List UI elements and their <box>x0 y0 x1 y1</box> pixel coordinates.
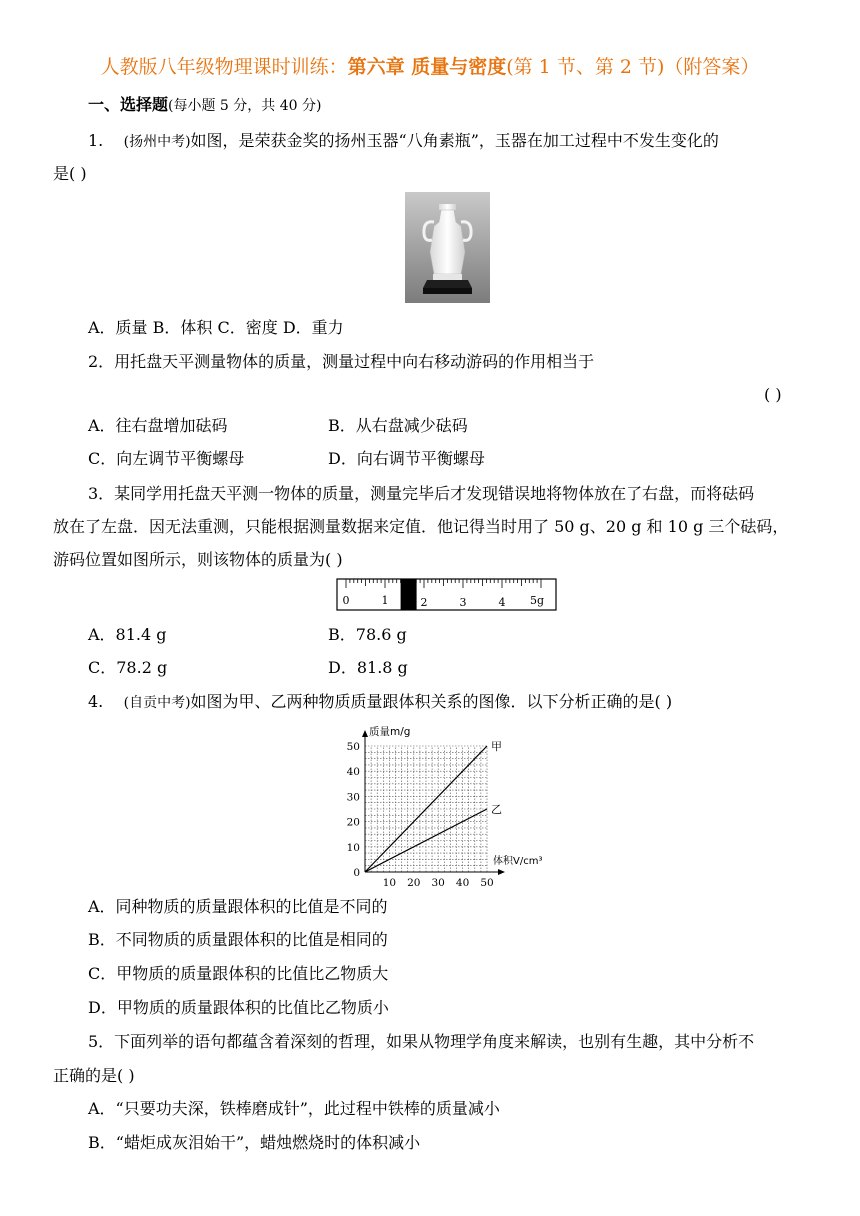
x-axis-label: 体积V/cm³ <box>493 856 543 867</box>
y-tick-label: 0 <box>353 867 360 879</box>
q4-option-d: D．甲物质的质量跟体积的比值比乙物质小 <box>88 998 389 1017</box>
document-title <box>0 52 860 79</box>
ruler-label: 2 <box>420 596 428 609</box>
q3-option-d: D．81.8 g <box>328 658 408 677</box>
q5-line2: 正确的是( ) <box>53 1066 135 1085</box>
series-label-1: 甲 <box>491 740 502 753</box>
q4-line1 <box>88 692 672 713</box>
ruler-label: 5g <box>529 594 545 607</box>
x-tick-label: 30 <box>431 877 445 889</box>
q3-option-a: A．81.4 g <box>88 625 167 644</box>
q2-answer-bracket: ( ) <box>764 385 782 404</box>
q2-option-b: B．从右盘减少砝码 <box>328 416 468 435</box>
q4-number: 4. <box>88 692 104 711</box>
q2-stem: 2．用托盘天平测量物体的质量，测量过程中向右移动游码的作用相当于 <box>88 352 595 371</box>
section-heading <box>88 95 321 116</box>
q1-source: (扬州中考) <box>123 134 191 150</box>
q4-option-a: A．同种物质的质量跟体积的比值是不同的 <box>88 897 388 916</box>
q4-stem: 如图为甲、乙两种物质质量跟体积关系的图像．以下分析正确的是( ) <box>190 692 673 711</box>
q3-option-b: B．78.6 g <box>328 625 407 644</box>
rider-scale-figure <box>336 578 558 612</box>
y-axis-label: 质量m/g <box>369 726 411 738</box>
ruler-label: 3 <box>459 596 467 609</box>
q5-line1: 5．下面列举的语句都蕴含着深刻的哲理，如果从物理学角度来解读，也别有生趣，其中分析不 <box>88 1032 755 1051</box>
y-axis-arrow <box>362 730 368 737</box>
q4-option-c: C．甲物质的质量跟体积的比值比乙物质大 <box>88 964 389 983</box>
q2-option-d: D．向右调节平衡螺母 <box>328 449 485 468</box>
q2-option-a: A．往右盘增加砝码 <box>88 416 228 435</box>
q1-line1 <box>88 131 719 152</box>
title-prefix: 人教版八年级物理课时训练： <box>100 56 348 78</box>
q3-line3: 游码位置如图所示，则该物体的质量为( ) <box>53 550 343 569</box>
y-tick-label: 50 <box>346 741 360 753</box>
series-label-2: 乙 <box>491 803 502 816</box>
section-title: 一、选择题 <box>88 95 169 114</box>
title-chapter: 第六章 质量与密度 <box>347 56 507 78</box>
q2-option-c: C．向左调节平衡螺母 <box>88 449 245 468</box>
q4-option-b: B．不同物质的质量跟体积的比值是相同的 <box>88 930 388 949</box>
q5-option-a: A．“只要功夫深，铁棒磨成针”，此过程中铁棒的质量减小 <box>88 1099 500 1118</box>
y-tick-label: 30 <box>346 791 360 804</box>
title-suffix: (第 1 节、第 2 节)（附答案） <box>506 56 760 78</box>
x-tick-label: 10 <box>382 877 397 889</box>
ruler-label: 0 <box>342 594 350 607</box>
rider-marker <box>401 579 417 610</box>
q1-number: 1. <box>88 131 104 150</box>
q3-option-c: C．78.2 g <box>88 658 168 677</box>
q3-line1: 3．某同学用托盘天平测一物体的质量，测量完毕后才发现错误地将物体放在了右盘，而将砝码 <box>88 484 755 503</box>
ruler-label: 4 <box>498 596 506 609</box>
q4-source: (自贡中考) <box>123 695 191 711</box>
q5-option-b: B．“蜡炬成灰泪始干”，蜡烛燃烧时的体积减小 <box>88 1133 421 1152</box>
q3-line2: 放在了左盘．因无法重测，只能根据测量数据来定值．他记得当时用了 50 g、20 g 和 10 g 三个砝码， <box>53 517 789 536</box>
q1-line2: 是( ) <box>53 164 87 183</box>
jade-vase-image <box>405 192 490 303</box>
ruler-label: 1 <box>381 594 389 607</box>
y-tick-label: 10 <box>346 841 360 854</box>
section-note: (每小题 5 分，共 40 分) <box>168 98 322 114</box>
x-tick-label: 20 <box>407 877 421 889</box>
y-tick-label: 40 <box>346 766 360 779</box>
x-axis-arrow <box>498 869 505 875</box>
x-tick-label: 50 <box>480 877 494 889</box>
mass-volume-chart <box>340 720 560 890</box>
chart-labels <box>347 725 543 889</box>
ruler-frame <box>337 579 556 610</box>
q1-stem: 如图，是荣获金奖的扬州玉器“八角素瓶”，玉器在加工过程中不发生变化的 <box>190 131 719 150</box>
q1-options: A．质量 B．体积 C．密度 D．重力 <box>88 318 344 337</box>
x-tick-label: 40 <box>455 877 470 889</box>
y-tick-label: 20 <box>346 816 360 829</box>
